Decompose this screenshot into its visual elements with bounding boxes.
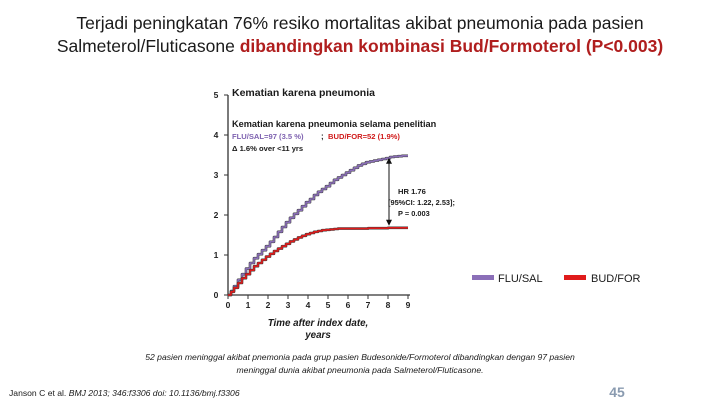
slide-title-line1: Terjadi peningkatan 76% resiko mortalitas akibat pneumonia pada pasien <box>76 13 644 33</box>
slide-caption <box>80 351 640 377</box>
x-tick-label: 3 <box>285 300 291 310</box>
count-separator: ; <box>321 132 324 141</box>
legend-label-bud-for: BUD/FOR <box>591 273 641 285</box>
series-line-flu-sal <box>228 156 408 295</box>
hr-label: HR 1.76 <box>398 187 426 196</box>
flu-sal-count-label: FLU/SAL=97 (3.5 %) <box>232 132 304 141</box>
x-tick-label: 6 <box>345 300 351 310</box>
x-tick-label: 4 <box>305 300 311 310</box>
x-tick-label: 2 <box>265 300 271 310</box>
legend-swatch-flu-sal <box>472 275 494 280</box>
chart-title: Kematian karena pneumonia <box>232 87 375 99</box>
y-tick-label: 1 <box>213 250 219 260</box>
legend-label-flu-sal: FLU/SAL <box>498 273 543 285</box>
hr-arrow-head-down <box>386 220 392 226</box>
x-tick-label: 1 <box>245 300 251 310</box>
x-axis-label-line2: years <box>305 330 331 341</box>
y-tick-label: 0 <box>213 290 219 300</box>
slide-title-line2-plain: Salmeterol/Fluticasone <box>56 36 240 56</box>
citation-authors: Janson C et al. <box>9 388 69 398</box>
citation <box>9 388 240 398</box>
bud-for-count-label: BUD/FOR=52 (1.9%) <box>328 132 400 141</box>
y-tick-label: 2 <box>213 210 219 220</box>
legend-swatch-bud-for <box>564 275 586 280</box>
hr-ci-label: [95%CI: 1.22, 2.53]; <box>388 198 455 207</box>
difference-label: Δ 1.6% over <11 yrs <box>232 144 304 153</box>
x-tick-label: 5 <box>325 300 331 310</box>
x-tick-label: 8 <box>385 300 391 310</box>
caption-line2: meninggal dunia akibat pneumonia pada Salmeterol/Fluticasone. <box>236 365 484 375</box>
y-tick-label: 4 <box>213 130 219 140</box>
x-tick-label: 9 <box>405 300 411 310</box>
hr-p-label: P = 0.003 <box>398 209 430 218</box>
chart-subtitle: Kematian karena pneumonia selama penelitian <box>232 119 437 129</box>
x-tick-label: 0 <box>225 300 231 310</box>
y-tick-label: 3 <box>213 170 219 180</box>
citation-journal: BMJ 2013; 346:f3306 doi: 10.1136/bmj.f3306 <box>68 388 240 398</box>
slide-title-line2-emphasis: dibandingkan kombinasi Bud/Formoterol (P<0.003) <box>239 36 664 56</box>
x-axis-label-line1: Time after index date, <box>267 318 369 329</box>
page-number: 45 <box>609 384 625 400</box>
y-tick-label: 5 <box>213 90 219 100</box>
series-line-outline <box>228 156 408 295</box>
x-tick-label: 7 <box>365 300 371 310</box>
caption-line1: 52 pasien meninggal akibat pnemonia pada grup pasien Budesonide/Formoterol dibandingkan dengan 97 pasien <box>145 352 575 362</box>
